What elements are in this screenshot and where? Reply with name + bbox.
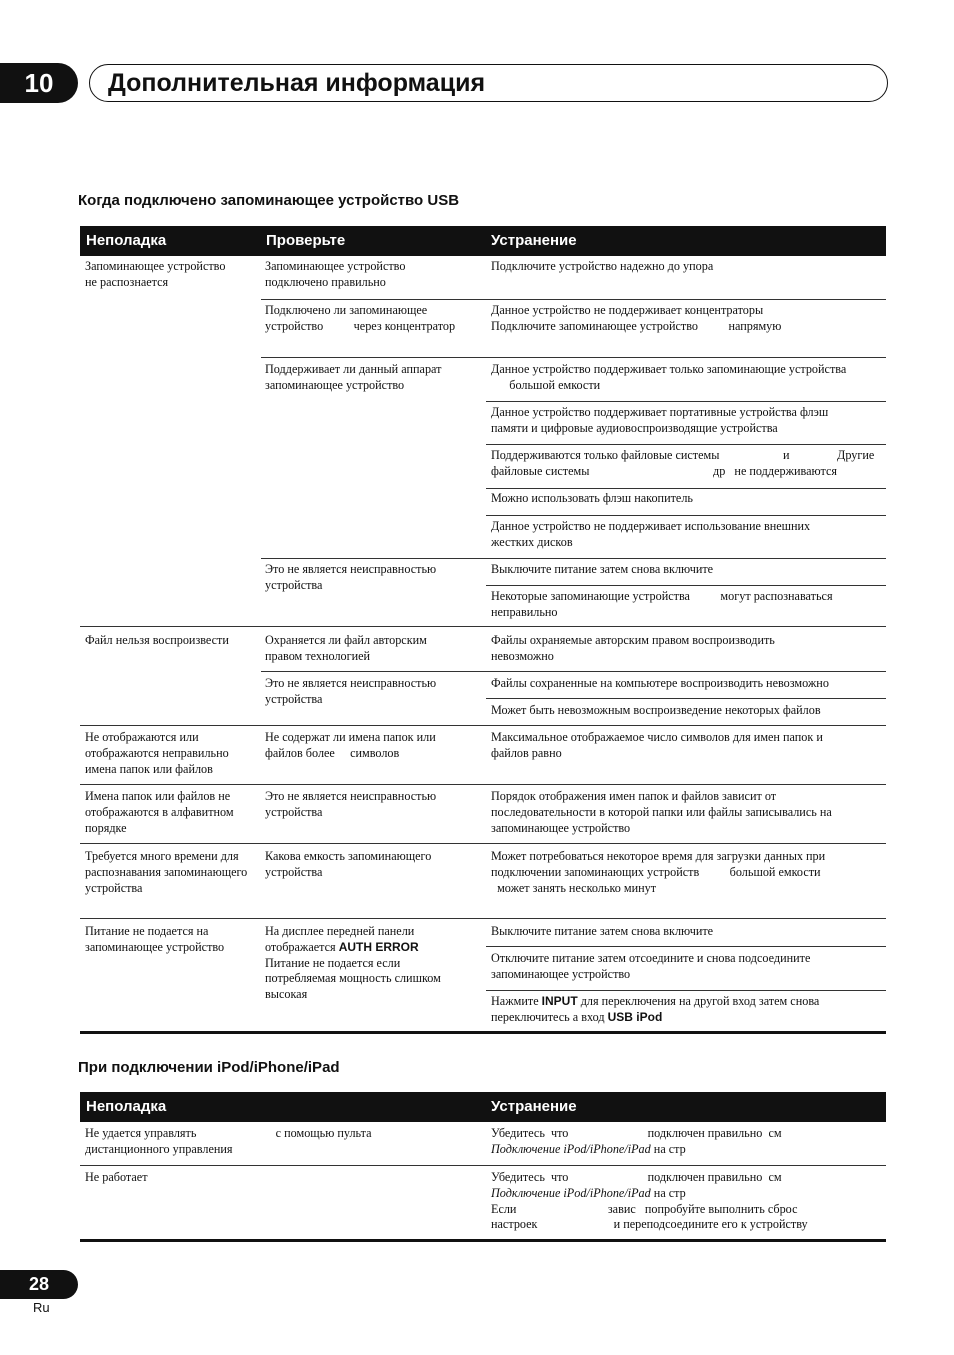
row-divider	[486, 990, 886, 991]
check-cell: Поддерживает ли данный аппарат запоминающее устройство	[265, 362, 442, 392]
problem-cell: Файл нельзя воспроизвести	[85, 633, 229, 647]
row-divider	[486, 444, 886, 445]
problem-cell: Питание не подается на запоминающее устройство	[85, 924, 225, 954]
header-problem: Неполадка	[86, 232, 167, 249]
solution-text: на стр	[650, 1185, 686, 1200]
solution-text: др не поддерживаются	[713, 464, 837, 478]
chapter-title: Дополнительная информация	[108, 69, 486, 97]
row-divider	[80, 843, 886, 844]
solution-cell: Можно использовать флэш накопитель	[491, 491, 693, 505]
problem-cell: Требуется много времени для распознавания запоминающего устройства	[85, 849, 248, 895]
input-button-label: INPUT	[541, 994, 578, 1008]
solution-text: на стр	[650, 1141, 686, 1156]
usb-section-title: Когда подключено запоминающее устройство USB	[78, 192, 460, 209]
solution-cell: Данное устройство не поддерживает использование внешних жестких дисков	[491, 519, 811, 549]
check-text: Питание не подается если потребляемая мощность слишком высокая	[265, 955, 441, 1002]
solution-cell: Может потребоваться некоторое время для загрузки данных при подключении запоминающих устройств большой емкости может занять несколько минут	[491, 849, 826, 895]
ipod-table-header	[80, 1092, 886, 1122]
ipod-table-end-rule	[80, 1239, 886, 1242]
solution-cell: Подключите устройство надежно до упора	[491, 259, 714, 273]
chapter-number: 10	[0, 63, 78, 103]
check-cell: Охраняется ли файл авторским правом технологией	[265, 633, 427, 663]
solution-cell: Порядок отображения имен папок и файлов зависит от последовательности в которой папки или файлы записывались на запоминающее устройство	[491, 789, 832, 835]
row-divider	[80, 626, 886, 627]
usb-table-end-rule	[80, 1031, 886, 1034]
solution-cell: Данное устройство не поддерживает концентраторы Подключите запоминающее устройство напрямую	[491, 303, 782, 333]
language-code: Ru	[33, 1300, 50, 1315]
solution-cell: Файлы охраняемые авторским правом воспроизводить невозможно	[491, 633, 775, 663]
solution-cell	[491, 1126, 885, 1158]
solution-cell	[491, 994, 885, 1026]
check-cell: Запоминающее устройство подключено правильно	[265, 259, 406, 289]
check-cell: Это не является неисправностью устройства	[265, 562, 437, 592]
row-divider	[80, 725, 886, 726]
solution-cell: Может быть невозможным воспроизведение некоторых файлов	[491, 703, 821, 717]
row-divider	[80, 784, 886, 785]
solution-cell: Данное устройство поддерживает только запоминающие устройства большой емкости	[491, 362, 847, 392]
check-cell: Это не является неисправностью устройства	[265, 789, 437, 819]
solution-text: Убедитесь что подключен правильно см	[491, 1170, 782, 1184]
solution-text: Другие	[837, 448, 875, 462]
page-number: 28	[0, 1270, 78, 1299]
solution-cell: Некоторые запоминающие устройства могут распознаваться неправильно	[491, 589, 833, 619]
header-check: Проверьте	[266, 232, 346, 249]
solution-text: Если завис попробуйте выполнить сброс настроек и переподсоедините его к устройству	[491, 1201, 808, 1232]
row-divider	[261, 299, 886, 300]
row-divider	[80, 1165, 886, 1166]
auth-error-code: AUTH ERROR	[338, 939, 419, 954]
solution-text: Поддерживаются только файловые системы	[491, 448, 720, 462]
section-reference: Подключение iPod/iPhone/iPad	[491, 1141, 651, 1156]
problem-cell: Запоминающее устройство не распознается	[85, 259, 226, 289]
row-divider	[261, 357, 886, 358]
row-divider	[486, 401, 886, 402]
row-divider	[486, 488, 886, 489]
problem-cell: Имена папок или файлов не отображаются в алфавитном порядке	[85, 789, 234, 835]
problem-cell: Не удается управлять с помощью пульта дистанционного управления	[85, 1126, 372, 1156]
check-cell: Подключено ли запоминающее устройство через концентратор	[265, 303, 456, 333]
header-solution: Устранение	[491, 232, 577, 249]
row-divider	[486, 585, 886, 586]
solution-cell: Отключите питание затем отсоедините и снова подсоедините запоминающее устройство	[491, 951, 811, 981]
solution-text: и	[783, 448, 790, 462]
usb-table-header	[80, 226, 886, 256]
solution-cell	[491, 1170, 885, 1233]
row-divider	[261, 671, 886, 672]
ipod-section-title: При подключении iPod/iPhone/iPad	[78, 1059, 340, 1076]
check-cell: Не содержат ли имена папок или файлов более символов	[265, 730, 436, 760]
header-solution: Устранение	[491, 1098, 577, 1115]
row-divider	[486, 946, 886, 947]
header-problem: Неполадка	[86, 1098, 167, 1115]
row-divider	[486, 698, 886, 699]
solution-cell: Выключите питание затем снова включите	[491, 562, 714, 576]
solution-cell: Файлы сохраненные на компьютере воспроизводить невозможно	[491, 676, 829, 690]
usb-ipod-input-label: USB iPod	[607, 1009, 663, 1024]
check-text: На дисплее передней панели отображается	[265, 924, 415, 954]
solution-text: Убедитесь что подключен правильно см	[491, 1126, 782, 1140]
problem-cell: Не работает	[85, 1170, 148, 1184]
solution-text: файловые системы	[491, 464, 590, 478]
section-reference: Подключение iPod/iPhone/iPad	[491, 1185, 651, 1200]
check-cell: Какова емкость запоминающего устройства	[265, 849, 432, 879]
solution-text: Нажмите	[491, 994, 542, 1008]
chapter-title-box	[89, 64, 888, 102]
solution-text: для переключения на другой вход затем снова переключитесь а вход	[491, 994, 820, 1024]
solution-cell: Выключите питание затем снова включите	[491, 924, 714, 938]
solution-cell: Максимальное отображаемое число символов для имен папок и файлов равно	[491, 730, 823, 760]
check-cell	[265, 924, 485, 1003]
row-divider	[486, 515, 886, 516]
row-divider	[80, 918, 886, 919]
row-divider	[261, 558, 886, 559]
solution-cell: Данное устройство поддерживает портативные устройства флэш памяти и цифровые аудиовоспроизводящие устройства	[491, 405, 829, 435]
check-cell: Это не является неисправностью устройства	[265, 676, 437, 706]
problem-cell: Не отображаются или отображаются неправильно имена папок или файлов	[85, 730, 229, 776]
